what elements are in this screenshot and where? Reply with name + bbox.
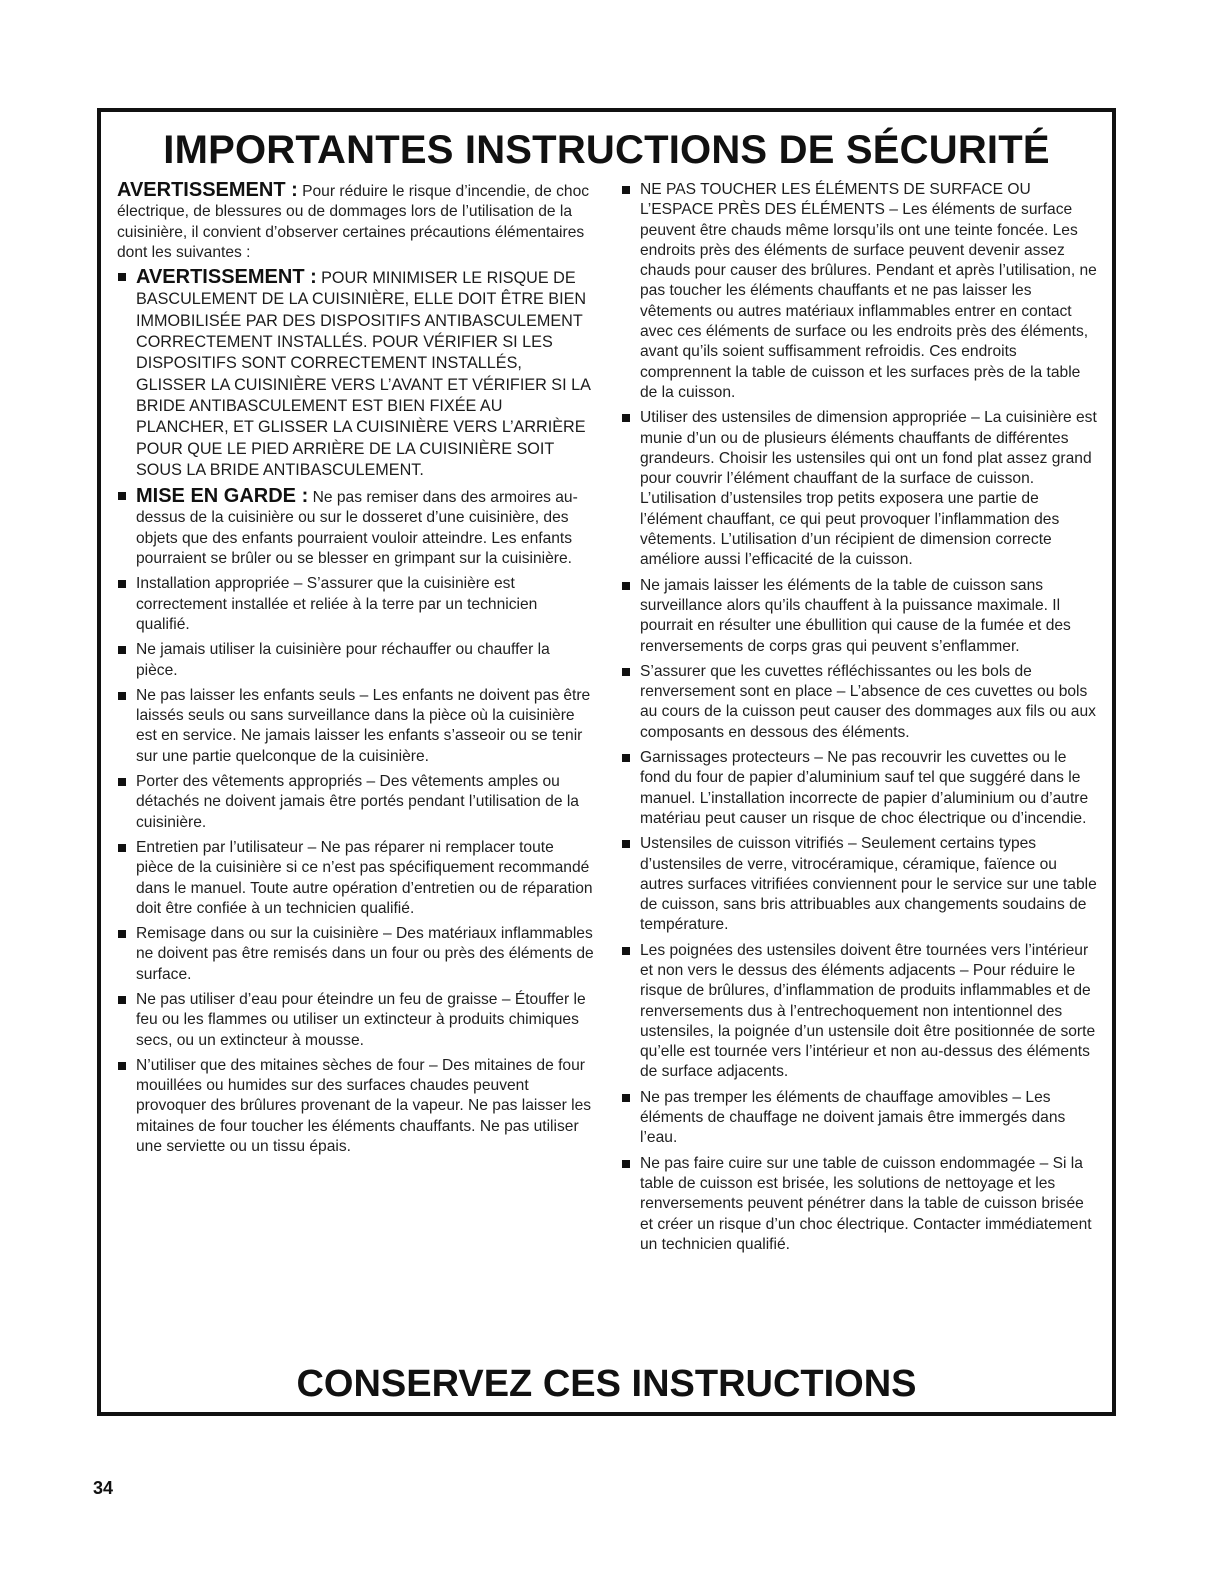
item-label: MISE EN GARDE : [136,485,309,508]
item-text: Ne jamais utiliser la cuisinière pour réchauffer ou chauffer la pièce. [136,641,550,679]
intro-warning-label: AVERTISSEMENT : [117,179,298,201]
item-text: Les poignées des ustensiles doivent être tournées vers l’intérieur et non vers le dessus des éléments adjacents – Pour réduire le risque de brûlures, d’inflammation de produits inflammables et de renversements dus à l’entrechoquement non intentionnel des ustensiles, la poignée d’un ustensile doit être positionnée de sorte qu’elle est tournée vers l’intérieur et non au-dessus des éléments de surface adjacents. [640,941,1096,1081]
list-item [117,267,595,481]
bullet-icon [622,1160,630,1168]
item-text: Utiliser des ustensiles de dimension appropriée – La cuisinière est munie d’un ou de plusieurs éléments chauffants de différentes grandeurs. Choisir les ustensiles qui ont un fond plat assez grand pour couvrir l’élément chauffant de la surface de cuisson. L’utilisation d’ustensiles trop petits exposera une partie de l’élément chauffant, ce qui peut provoquer l’inflammation des vêtements. L’utilisation d’un récipient de dimension correcte améliore aussi l’efficacité de la cuisson. [640,409,1097,569]
bullet-icon [118,778,126,786]
item-text: Garnissages protecteurs – Ne pas recouvrir les cuvettes ou le fond du four de papier d’aluminium sauf tel que suggéré dans le manuel. L’installation incorrecte de papier d’aluminium ou d’autre matériau peut causer un risque de choc électrique ou d’incendie. [640,749,1089,827]
item-text: Ne pas utiliser d’eau pour éteindre un feu de graisse – Étouffer le feu ou les flammes ou utiliser un extincteur à produits chimiques secs, ou un extincteur à mousse. [136,990,586,1049]
save-instructions-title: CONSERVEZ CES INSTRUCTIONS [296,1363,917,1405]
bullet-icon [118,492,126,500]
list-item [621,1154,1099,1255]
right-column [621,180,1099,1260]
list-item [117,686,595,767]
bullet-icon [118,996,126,1004]
list-item [621,576,1099,657]
bullet-icon [118,1062,126,1070]
bullet-icon [118,273,126,281]
bullet-icon [118,692,126,700]
list-item [621,408,1099,570]
bullet-icon [622,947,630,955]
item-text: Ne pas laisser les enfants seuls – Les enfants ne doivent pas être laissés seuls ou sans surveillance dans la pièce où la cuisinière est en service. Ne jamais laisser les enfants s’asseoir ou se tenir sur une partie quelconque de la cuisinière. [136,686,591,765]
item-text: Installation appropriée – S’assurer que la cuisinière est correctement installée et reliée à la terre par un technicien qualifié. [136,575,538,633]
item-text: N’utiliser que des mitaines sèches de four – Des mitaines de four mouillées ou humides sur des surfaces chaudes peuvent provoquer des brûlures provenant de la vapeur. Ne pas laisser les mitaines de four toucher les éléments chauffants. Ne pas utiliser une serviette ou un tissu épais. [136,1056,592,1156]
item-text: Ne pas tremper les éléments de chauffage amovibles – Les éléments de chauffage ne doivent jamais être immergés dans l’eau. [640,1088,1066,1147]
item-text: Ne pas remiser dans des armoires au-dessus de la cuisinière ou sur le dosseret d’une cuisinière, des objets que des enfants pourraient vouloir atteindre. Les enfants pourraient se brûler ou se blesser en grimpant sur la cuisinière. [136,489,578,568]
list-item [621,941,1099,1083]
list-item [621,748,1099,829]
item-text: POUR MINIMISER LE RISQUE DE BASCULEMENT DE LA CUISINIÈRE, ELLE DOIT ÊTRE BIEN IMMOBILISÉE PAR DES DISPOSITIFS ANTIBASCULEMENT CORRECTEMENT INSTALLÉS. POUR VÉRIFIER SI LES DISPOSITIFS SONT CORRECTEMENT INSTALLÉS, GLISSER LA CUISINIÈRE VERS L’AVANT ET VÉRIFIER SI LA BRIDE ANTIBASCULEMENT EST BIEN FIXÉE AU PLANCHER, ET GLISSER LA CUISINIÈRE VERS L’ARRIÈRE POUR QUE LE PIED ARRIÈRE DE LA CUISINIÈRE SOIT SOUS LA BRIDE ANTIBASCULEMENT. [136,269,591,479]
bullet-icon [118,646,126,654]
list-item [117,1056,595,1157]
bullet-icon [622,754,630,762]
item-text: Porter des vêtements appropriés – Des vêtements amples ou détachés ne doivent jamais être portés pendant l’utilisation de la cuisinière. [136,773,579,831]
bullet-icon [118,580,126,588]
list-item [117,640,595,681]
page-title: IMPORTANTES INSTRUCTIONS DE SÉCURITÉ [163,128,1050,172]
list-item [117,772,595,833]
bullet-icon [622,1094,630,1102]
bullet-icon [622,186,630,194]
list-item [117,486,595,569]
bullet-icon [622,840,630,848]
bullet-icon [118,930,126,938]
item-text: Ne jamais laisser les éléments de la table de cuisson sans surveillance alors qu’ils chauffent à la puissance maximale. Il pourrait en résulter une ébullition qui cause de la fumée et des renversements de corps gras qui peuvent s’enflammer. [640,576,1071,655]
list-item [117,990,595,1051]
item-text: S’assurer que les cuvettes réfléchissantes ou les bols de renversement sont en place – L’absence de ces cuvettes ou bols au cours de la cuisson peut causer des dommages aux fils ou aux composants en dessous des éléments. [640,662,1096,741]
list-item [117,838,595,919]
bullet-icon [622,668,630,676]
intro-paragraph [117,180,595,263]
item-text: Ustensiles de cuisson vitrifiés – Seulement certains types d’ustensiles de verre, vitrocéramique, céramique, faïence ou autres surfaces vitrifiées conviennent pour le service sur une table de cuisson, sans bris attribuables aux changements soudains de température. [640,835,1097,934]
list-item [621,662,1099,743]
item-text: NE PAS TOUCHER LES ÉLÉMENTS DE SURFACE OU L’ESPACE PRÈS DES ÉLÉMENTS – Les éléments de surface peuvent être chauds même lorsqu’ils ont une teinte foncée. Les endroits près des éléments de surface peuvent devenir assez chauds pour causer des brûlures. Pendant et après l’utilisation, ne pas toucher les éléments chauffants et ne pas laisser les vêtements ou autres matériaux inflammables entrer en contact avec ces éléments de surface ou les endroits près des éléments, avant qu’ils soient suffisamment refroidis. Ces endroits comprennent la table de cuisson et les surfaces près de la table de la cuisson. [640,181,1097,401]
intro-warning-text: Pour réduire le risque d’incendie, de choc électrique, de blessures ou de dommages lors de l’utilisation de la cuisinière, il convient d’observer certaines précautions élémentaires dont les suivantes : [117,183,590,261]
item-label: AVERTISSEMENT : [136,266,317,289]
bullet-icon [118,844,126,852]
list-item [621,1088,1099,1149]
bullet-icon [622,582,630,590]
item-text: Ne pas faire cuire sur une table de cuisson endommagée – Si la table de cuisson est brisée, les solutions de nettoyage et les renversements peuvent pénétrer dans la table de cuisson brisée et créer un risque d’un choc électrique. Contacter immédiatement un technicien qualifié. [640,1154,1092,1253]
item-text: Entretien par l’utilisateur – Ne pas réparer ni remplacer toute pièce de la cuisinière si ce n’est pas spécifiquement recommandé dans le manuel. Toute autre opération d’entretien ou de réparation doit être confiée à un technicien qualifié. [136,838,593,917]
bullet-icon [622,414,630,422]
left-instruction-list [117,267,595,1157]
item-text: Remisage dans ou sur la cuisinière – Des matériaux inflammables ne doivent pas être remisés dans un four ou près des éléments de surface. [136,925,594,983]
right-instruction-list [621,180,1099,1255]
list-item [117,924,595,985]
left-column [117,180,595,1162]
list-item [117,574,595,635]
list-item [621,180,1099,403]
list-item [621,834,1099,935]
page-number: 34 [93,1478,114,1498]
